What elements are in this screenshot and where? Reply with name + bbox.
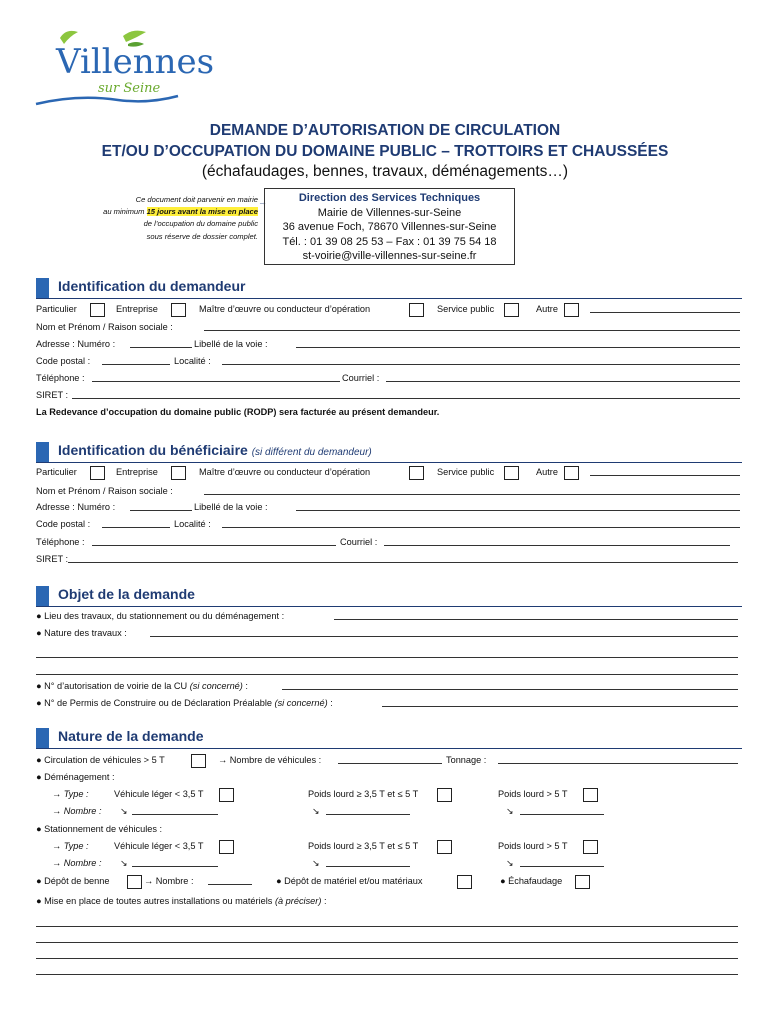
arrow-diagonal-icon: ↘ <box>312 858 320 868</box>
telephone-field[interactable] <box>92 371 340 382</box>
contact-heading: Direction des Services Techniques <box>298 192 481 204</box>
nature-travaux-field[interactable] <box>150 626 738 637</box>
permis-field[interactable] <box>382 696 738 707</box>
autre-field[interactable] <box>590 302 740 313</box>
courriel-field[interactable] <box>386 371 740 382</box>
checkbox-vl-stationnement[interactable] <box>219 840 234 854</box>
checkbox-maitre-oeuvre[interactable] <box>409 303 424 317</box>
logo-name: Villennes <box>56 42 215 82</box>
lieu-field[interactable] <box>334 609 738 620</box>
section-objet <box>36 586 742 607</box>
checkbox-entreprise[interactable] <box>171 303 186 317</box>
checkbox-circulation[interactable] <box>191 754 206 768</box>
nombre-pl1-field[interactable] <box>326 804 410 815</box>
nombre-vehicules-field[interactable] <box>338 753 442 764</box>
beneficiaire-type-row: Particulier Entreprise Maître d’œuvre ou conducteur d’opération Service public Autre <box>36 465 746 479</box>
autres-line[interactable] <box>36 941 738 943</box>
nature-travaux-line[interactable] <box>36 656 738 658</box>
arrow-diagonal-icon: ↘ <box>120 806 128 816</box>
contact-box: Direction des Services Techniques Mairie de Villennes-sur-Seine 36 avenue Foch, 78670 Villennes-sur-Seine Tél. : 01 39 08 25 53 – Fax : 01 39 75 54 18 st-voirie@ville-villennes-sur-seine.fr <box>264 188 515 265</box>
title-line-3: (échafaudages, bennes, travaux, déménagements…) <box>201 163 569 180</box>
autres-line[interactable] <box>36 973 738 975</box>
rodp-notice: La Redevance d’occupation du domaine public (RODP) sera facturée au présent demandeur. <box>36 407 440 417</box>
siret-field[interactable] <box>72 388 740 399</box>
deadline-note: Ce document doit parvenir en mairie au minimum 15 jours avant la mise en place de l’occupation du domaine public sous réserve de dossier complet. <box>103 195 258 241</box>
demandeur-type-row: Particulier Entreprise Maître d’œuvre ou conducteur d’opération Service public Autre <box>36 302 746 316</box>
checkbox-echafaudage[interactable] <box>575 875 590 889</box>
arrow-diagonal-icon: ↘ <box>506 858 514 868</box>
siret-field[interactable] <box>68 552 738 563</box>
numero-field[interactable] <box>130 337 192 348</box>
voie-field[interactable] <box>296 500 740 511</box>
checkbox-materiel[interactable] <box>457 875 472 889</box>
checkbox-vl-demenagement[interactable] <box>219 788 234 802</box>
nombre-pl1-field[interactable] <box>326 856 410 867</box>
code-postal-field[interactable] <box>102 517 170 528</box>
checkbox-autre[interactable] <box>564 303 579 317</box>
code-postal-field[interactable] <box>102 354 170 365</box>
nombre-benne-field[interactable] <box>208 874 252 885</box>
nombre-pl2-field[interactable] <box>520 804 604 815</box>
title-line-2: ET/OU D’OCCUPATION DU DOMAINE PUBLIC – TROTTOIRS ET CHAUSSÉES <box>101 143 669 160</box>
nom-field[interactable] <box>204 320 740 331</box>
voie-field[interactable] <box>296 337 740 348</box>
arrow-diagonal-icon: ↘ <box>120 858 128 868</box>
checkbox-particulier[interactable] <box>90 303 105 317</box>
tonnage-field[interactable] <box>498 753 738 764</box>
nature-travaux-line[interactable] <box>36 673 738 675</box>
section-title: Nature de la demande <box>58 728 204 744</box>
localite-field[interactable] <box>222 517 740 528</box>
arrow-diagonal-icon: ↘ <box>506 806 514 816</box>
section-nature <box>36 728 742 749</box>
section-beneficiaire: Identification du bénéficiaire (si différent du demandeur) <box>36 442 742 463</box>
autre-field[interactable] <box>590 465 740 476</box>
demenagement-label: ● Déménagement : <box>36 772 115 782</box>
numero-field[interactable] <box>130 500 192 511</box>
logo <box>28 26 215 112</box>
section-title: Identification du bénéficiaire <box>58 442 248 458</box>
arrow-diagonal-icon: ↘ <box>312 806 320 816</box>
checkbox-autre[interactable] <box>564 466 579 480</box>
checkbox-service-public[interactable] <box>504 303 519 317</box>
checkbox-maitre-oeuvre[interactable] <box>409 466 424 480</box>
localite-field[interactable] <box>222 354 740 365</box>
nombre-pl2-field[interactable] <box>520 856 604 867</box>
section-demandeur <box>36 278 742 299</box>
logo-sub: sur Seine <box>98 81 161 96</box>
checkbox-pl2-stationnement[interactable] <box>583 840 598 854</box>
autres-line[interactable] <box>36 957 738 959</box>
autres-line[interactable] <box>36 925 738 927</box>
arrow-right-icon: → <box>258 197 267 207</box>
telephone-field[interactable] <box>92 535 336 546</box>
stationnement-label: ● Stationnement de véhicules : <box>36 824 163 834</box>
nombre-vl-field[interactable] <box>132 804 218 815</box>
section-title: Identification du demandeur <box>58 278 246 294</box>
contact-email: st-voirie@ville-villennes-sur-seine.fr <box>302 250 477 263</box>
checkbox-pl1-demenagement[interactable] <box>437 788 452 802</box>
title-line-1: DEMANDE D’AUTORISATION DE CIRCULATION <box>209 122 561 139</box>
section-title: Objet de la demande <box>58 586 195 602</box>
deadline-highlight: 15 jours avant la mise en place <box>146 207 258 217</box>
nom-field[interactable] <box>204 484 740 495</box>
checkbox-pl2-demenagement[interactable] <box>583 788 598 802</box>
checkbox-service-public[interactable] <box>504 466 519 480</box>
checkbox-entreprise[interactable] <box>171 466 186 480</box>
checkbox-particulier[interactable] <box>90 466 105 480</box>
checkbox-benne[interactable] <box>127 875 142 889</box>
courriel-field[interactable] <box>384 535 730 546</box>
checkbox-pl1-stationnement[interactable] <box>437 840 452 854</box>
nombre-vl-field[interactable] <box>132 856 218 867</box>
cu-field[interactable] <box>282 679 738 690</box>
